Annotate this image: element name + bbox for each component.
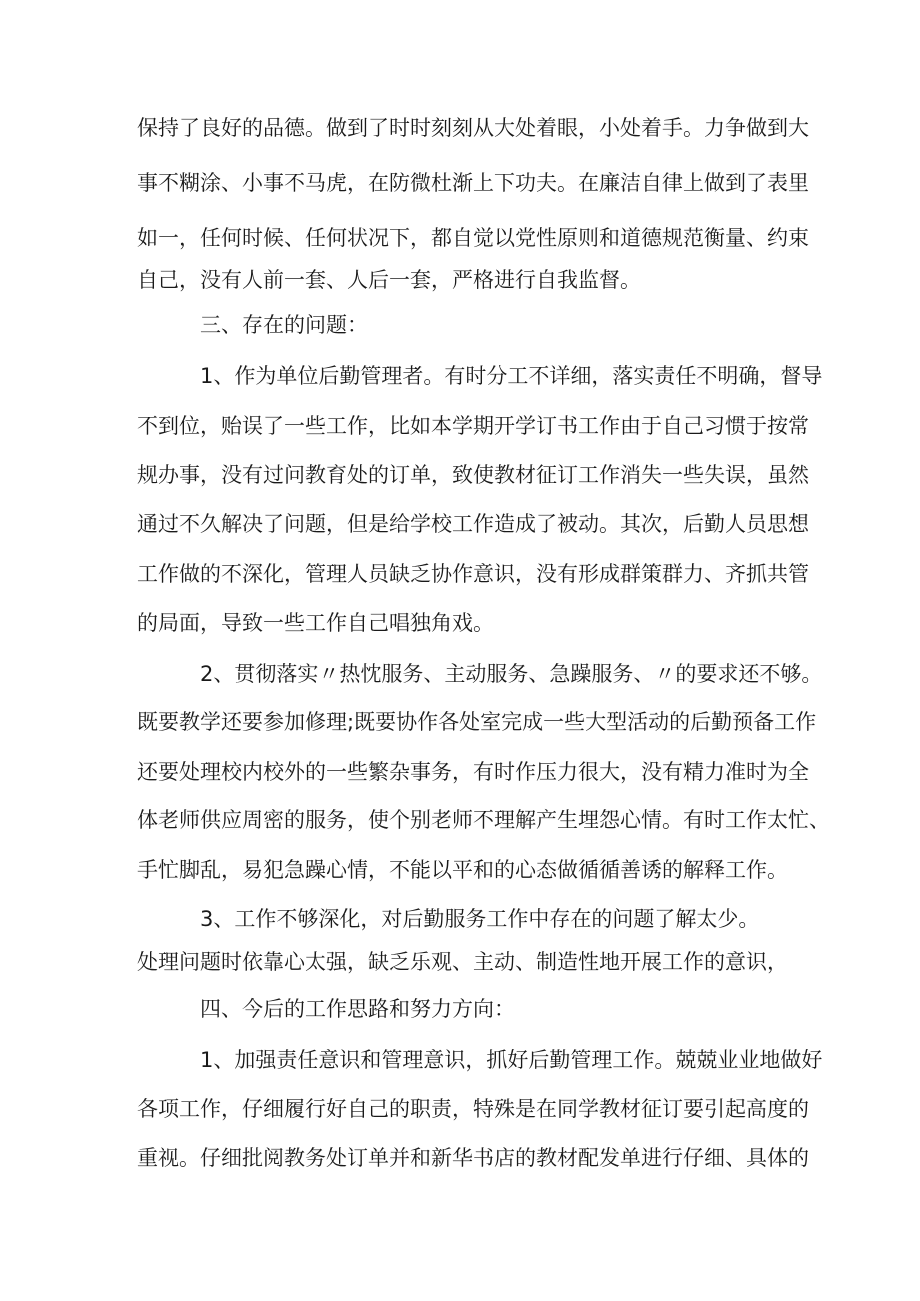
text-line-16: 手忙脚乱，易犯急躁心情，不能以平和的心态做循循善诱的解释工作。 — [137, 858, 788, 882]
text-line-22: 重视。仔细批阅教务处订单并和新华书店的教材配发单进行仔细、具体的 — [137, 1146, 809, 1170]
text-line-9: 通过不久解决了问题，但是给学校工作造成了被动。其次，后勤人员思想 — [137, 512, 809, 536]
text-line-3: 如一，任何时候、任何状况下，都自觉以党性原则和道德规范衡量、约束 — [137, 226, 809, 250]
text-line-18: 处理问题时依靠心太强，缺乏乐观、主动、制造性地开展工作的意识， — [137, 950, 788, 974]
section-heading-future: 四、今后的工作思路和努力方向： — [200, 997, 515, 1021]
text-line-21: 各项工作，仔细履行好自己的职责，特殊是在同学教材征订要引起高度的 — [137, 1097, 809, 1121]
text-line-1: 保持了良好的品德。做到了时时刻刻从大处着眼，小处着手。力争做到大 — [137, 116, 809, 140]
text-line-2: 事不糊涂、小事不马虎，在防微杜渐上下功夫。在廉洁自律上做到了表里 — [137, 171, 809, 195]
text-line-17: 3、工作不够深化，对后勤服务工作中存在的问题了解太少。 — [200, 907, 760, 931]
text-line-13: 既要教学还要参加修理;既要协作各处室完成一些大型活动的后勤预备工作 — [137, 710, 817, 734]
text-line-15: 体老师供应周密的服务，使个别老师不理解产生埋怨心情。有时工作太忙、 — [137, 808, 830, 832]
text-line-6: 1、作为单位后勤管理者。有时分工不详细，落实责任不明确，督导 — [200, 364, 823, 388]
text-line-20: 1、加强责任意识和管理意识，抓好后勤管理工作。兢兢业业地做好 — [200, 1048, 823, 1072]
text-line-10: 工作做的不深化，管理人员缺乏协作意识，没有形成群策群力、齐抓共管 — [137, 562, 809, 586]
text-line-7: 不到位，贻误了一些工作，比如本学期开学订书工作由于自己习惯于按常 — [137, 414, 809, 438]
text-line-14: 还要处理校内校外的一些繁杂事务，有时作压力很大，没有精力准时为全 — [137, 760, 809, 784]
text-line-4: 自己，没有人前一套、人后一套，严格进行自我监督。 — [137, 268, 641, 292]
text-line-12: 2、贯彻落实〃热忱服务、主动服务、急躁服务、〃的要求还不够。 — [200, 662, 823, 686]
text-line-11: 的局面，导致一些工作自己唱独角戏。 — [137, 611, 494, 635]
text-line-8: 规办事，没有过问教育处的订单，致使教材征订工作消失一些失误，虽然 — [137, 463, 809, 487]
section-heading-problems: 三、存在的问题： — [200, 313, 368, 337]
